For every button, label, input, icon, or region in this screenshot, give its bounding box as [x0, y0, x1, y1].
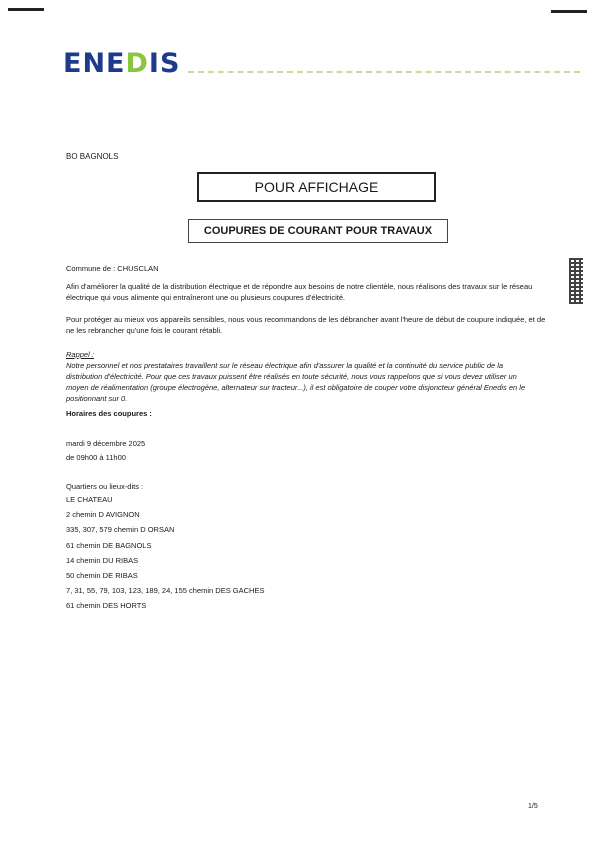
- rappel-label: Rappel :: [66, 350, 94, 359]
- intro-paragraph: Afin d'améliorer la qualité de la distribution électrique et de répondre aux besoins de notre clientèle, nous réalisons des travaux sur le réseau électrique qui vous alimente qui entraîneront une ou plusieurs coupures d'électricité.: [66, 282, 533, 302]
- outage-time: de 09h00 à 11h00: [66, 453, 126, 462]
- list-item: 61 chemin DE BAGNOLS: [66, 540, 152, 550]
- enedis-logo: ENEDIS: [63, 48, 181, 79]
- list-item: 7, 31, 55, 79, 103, 123, 189, 24, 155 chemin DES GACHES: [66, 586, 265, 596]
- logo-dotted-rule: [188, 71, 580, 73]
- scan-mark: [551, 10, 587, 13]
- area-list: [66, 494, 264, 616]
- areas-title: Quartiers ou lieux-dits :: [66, 482, 144, 491]
- commune-line: Commune de : CHUSCLAN: [66, 264, 159, 273]
- scan-mark: [8, 8, 44, 11]
- outage-date: mardi 9 décembre 2025: [66, 439, 146, 448]
- list-item: 2 chemin D AVIGNON: [66, 510, 140, 520]
- notice-title: POUR AFFICHAGE: [197, 172, 436, 202]
- list-item: 335, 307, 579 chemin D ORSAN: [66, 525, 175, 535]
- page-number: 1/5: [528, 803, 538, 810]
- notice-subtitle: COUPURES DE COURANT POUR TRAVAUX: [188, 219, 448, 243]
- list-item: 61 chemin DES HORTS: [66, 601, 147, 611]
- list-item: 50 chemin DE RIBAS: [66, 570, 138, 580]
- rappel-text: Notre personnel et nos prestataires travaillent sur le réseau électrique afin d'assurer la qualité et la continuité du service public de la distribution d'électricité. Pour que ces travaux puissent être réalisés en toute sécurité, nous vous rappelons que si vous devez utiliser un moyen de réalimentation (groupe électrogène, alternateur sur tracteur...), il est obligatoire de couper votre disjoncteur général Enedis en le positionnant sur 0.: [66, 361, 526, 403]
- list-item: LE CHATEAU: [66, 495, 113, 504]
- advice-paragraph: Pour protéger au mieux vos appareils sensibles, nous vous recommandons de les débrancher avant l'heure de début de coupure indiquée, et de ne les rebrancher qu'une fois le courant rétabli.: [66, 315, 546, 335]
- qr-code: [569, 258, 583, 304]
- list-item: 14 chemin DU RIBAS: [66, 555, 139, 565]
- hours-title: Horaires des coupures :: [66, 409, 152, 418]
- agency-label: BO BAGNOLS: [66, 152, 119, 161]
